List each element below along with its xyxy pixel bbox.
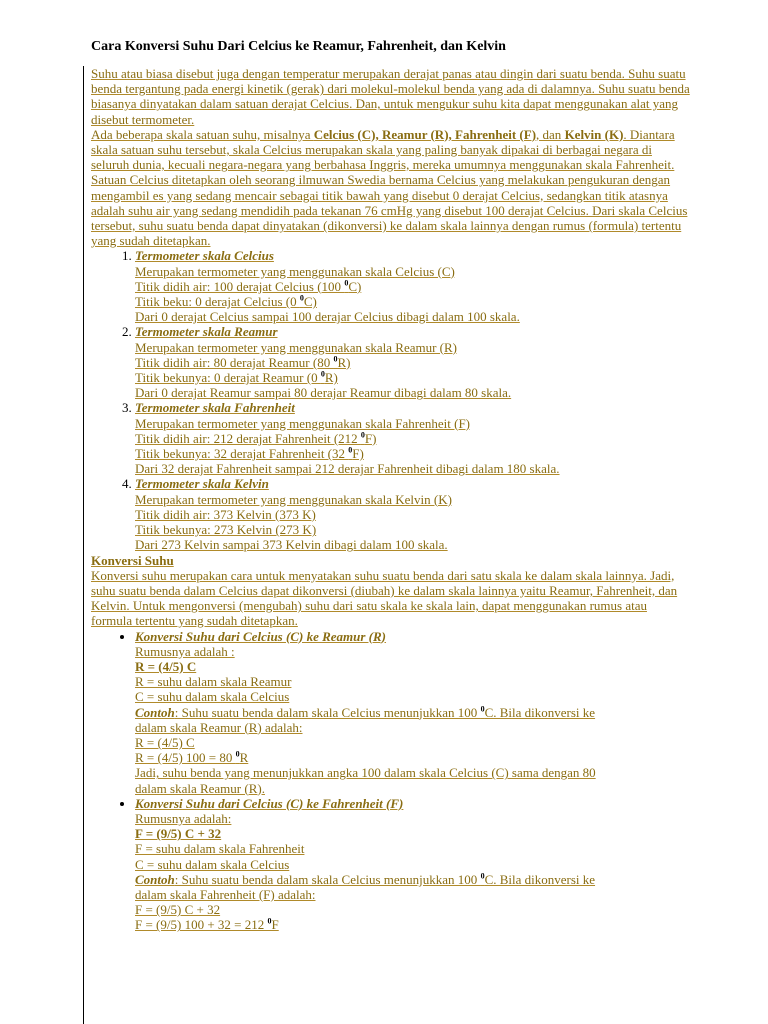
calc-text: R = (4/5) 100 = 80 bbox=[135, 750, 236, 766]
intro-paragraph-1[interactable]: Suhu atau biasa disebut juga dengan temperatur merupakan derajat panas atau dingin dari suatu benda. Suhu suatu benda tergantung pada energi kinetik (gerak) dari molekul-molekul benda yang ada di dalamnya. Suhu suatu benda biasanya dinyatakan dalam satuan derajat Celcius. Dan, untuk mengukur suhu kita dapat menggunakan alat yang disebut termometer. bbox=[91, 66, 690, 127]
degree-mark: 0 bbox=[480, 704, 485, 714]
boil-text: Titik didih air: 212 derajat Fahrenheit (212 bbox=[135, 430, 361, 446]
thermometer-desc[interactable]: Merupakan termometer yang menggunakan skala Celcius (C) bbox=[135, 263, 455, 279]
thermometer-desc[interactable]: Merupakan termometer yang menggunakan skala Fahrenheit (F) bbox=[135, 415, 470, 431]
list-item bbox=[135, 796, 691, 933]
thermometer-desc[interactable]: Merupakan termometer yang menggunakan skala Reamur (R) bbox=[135, 339, 457, 355]
document-title: Cara Konversi Suhu Dari Celcius ke Reamur, Fahrenheit, dan Kelvin bbox=[91, 39, 506, 54]
formula[interactable]: R = (4/5) C bbox=[135, 658, 197, 674]
thermometer-heading[interactable]: 3. Termometer skala Fahrenheit bbox=[135, 400, 295, 416]
conclusion-line[interactable]: dalam skala Reamur (R). bbox=[135, 780, 265, 796]
contoh-text: C. Bila dikonversi ke bbox=[484, 871, 596, 887]
freezing-point[interactable] bbox=[135, 294, 691, 309]
konversi-item-heading[interactable]: • Konversi Suhu dari Celcius (C) ke Reamur (R) bbox=[135, 628, 387, 644]
formula[interactable]: F = (9/5) C + 32 bbox=[135, 826, 222, 842]
contoh-text: C. Bila dikonversi ke bbox=[484, 704, 596, 720]
boiling-point[interactable] bbox=[135, 279, 691, 294]
calc-text: F = (9/5) 100 + 32 = 212 bbox=[135, 917, 268, 933]
thermometer-heading[interactable]: 4. Termometer skala Kelvin bbox=[135, 476, 269, 492]
calc-unit: F bbox=[271, 917, 279, 933]
p2-bold-kelvin: Kelvin (K) bbox=[564, 126, 624, 142]
freezing-point[interactable]: Titik bekunya: 273 Kelvin (273 K) bbox=[135, 522, 317, 538]
calc-step[interactable]: F = (9/5) C + 32 bbox=[135, 902, 221, 918]
contoh-label: Contoh bbox=[135, 704, 175, 720]
list-item bbox=[135, 324, 691, 400]
left-margin-rule bbox=[83, 66, 84, 1024]
intro-paragraph-2[interactable] bbox=[91, 127, 691, 173]
list-item bbox=[135, 476, 691, 552]
scale-range[interactable]: Dari 0 derajat Celcius sampai 100 derajar Celcius dibagi dalam 100 skala. bbox=[135, 309, 520, 325]
boil-text: Titik didih air: 100 derajat Celcius (100 bbox=[135, 278, 345, 294]
freeze-unit: F) bbox=[352, 446, 364, 462]
p2-text-e: . Diantara skala satuan suhu tersebut, skala Celcius merupakan skala yang paling banyak dipakai di berbagai negara di seluruh dunia, kecuali negara-negara yang berbahasa Inggris, mereka umumnya menggunakan skala Fahrenheit. bbox=[91, 126, 675, 173]
calc-step[interactable]: R = (4/5) C bbox=[135, 734, 195, 750]
thermometer-list bbox=[91, 248, 691, 552]
degree-mark: 0 bbox=[344, 278, 349, 288]
rumus-label[interactable]: Rumusnya adalah : bbox=[135, 643, 235, 659]
contoh-label: Contoh bbox=[135, 871, 175, 887]
calc-step[interactable] bbox=[135, 917, 691, 932]
boil-unit: C) bbox=[348, 278, 362, 294]
freeze-text: Titik bekunya: 32 derajat Fahrenheit (32 bbox=[135, 446, 349, 462]
document-body bbox=[91, 66, 691, 933]
definition[interactable]: R = suhu dalam skala Reamur bbox=[135, 674, 292, 690]
freezing-point[interactable] bbox=[135, 370, 691, 385]
boiling-point[interactable] bbox=[135, 431, 691, 446]
p2-text-a: Ada beberapa skala satuan suhu, misalnya bbox=[91, 126, 314, 142]
thermometer-desc[interactable]: Merupakan termometer yang menggunakan skala Kelvin (K) bbox=[135, 491, 452, 507]
degree-mark: 0 bbox=[267, 917, 272, 927]
intro-paragraph-3[interactable]: Satuan Celcius ditetapkan oleh seorang ilmuwan Swedia bernama Celcius yang melakukan pengukuran dengan mengambil es yang sedang mencair sebagai titik bawah yang disebut 0 derajat Celcius, sedangkan titik atasnya adalah suhu air yang sedang mendidih pada tekanan 76 cmHg yang disebut 100 derajat Celcius. Dari skala Celcius tersebut, suhu suatu benda dapat dinyatakan (dikonversi) ke dalam skala lainnya dengan rumus (formula) tertentu yang sudah ditetapkan. bbox=[91, 172, 688, 249]
contoh-line[interactable]: dalam skala Reamur (R) adalah: bbox=[135, 719, 303, 735]
degree-mark: 0 bbox=[360, 430, 365, 440]
konversi-item-heading[interactable]: • Konversi Suhu dari Celcius (C) ke Fahrenheit (F) bbox=[135, 795, 404, 811]
freeze-unit: R) bbox=[324, 370, 338, 386]
boiling-point[interactable] bbox=[135, 355, 691, 370]
degree-mark: 0 bbox=[348, 445, 353, 455]
calc-unit: R bbox=[239, 750, 249, 766]
boiling-point[interactable]: Titik didih air: 373 Kelvin (373 K) bbox=[135, 506, 316, 522]
list-item bbox=[135, 248, 691, 324]
definition[interactable]: C = suhu dalam skala Celcius bbox=[135, 689, 290, 705]
degree-mark: 0 bbox=[480, 871, 485, 881]
contoh-line[interactable] bbox=[135, 872, 691, 887]
degree-mark: 0 bbox=[235, 749, 240, 759]
definition[interactable]: C = suhu dalam skala Celcius bbox=[135, 856, 290, 872]
konversi-intro[interactable]: Konversi suhu merupakan cara untuk menyatakan suhu suatu benda dari satu skala ke dalam skala lainnya. Jadi, suhu suatu benda dalam Celcius dapat dikonversi (diubah) ke dalam skala lainnya yaitu Reamur, Fahrenheit, dan Kelvin. Untuk mengonversi (mengubah) suhu dari satu skala ke skala lain, dapat menggunakan rumus atau formula tertentu yang sudah ditetapkan. bbox=[91, 567, 678, 629]
boil-unit: F) bbox=[364, 430, 377, 446]
degree-mark: 0 bbox=[299, 293, 304, 303]
freeze-text: Titik bekunya: 0 derajat Reamur (0 bbox=[135, 370, 321, 386]
calc-step[interactable] bbox=[135, 750, 691, 765]
conclusion-line[interactable]: Jadi, suhu benda yang menunjukkan angka 100 dalam skala Celcius (C) sama dengan 80 bbox=[135, 765, 596, 781]
freeze-unit: C) bbox=[303, 294, 317, 310]
boil-text: Titik didih air: 80 derajat Reamur (80 bbox=[135, 354, 334, 370]
contoh-text: : Suhu suatu benda dalam skala Celcius menunjukkan 100 bbox=[174, 704, 481, 720]
scale-range[interactable]: Dari 0 derajat Reamur sampai 80 derajar Reamur dibagi dalam 80 skala. bbox=[135, 385, 512, 401]
definition[interactable]: F = suhu dalam skala Fahrenheit bbox=[135, 841, 305, 857]
scale-range[interactable]: Dari 273 Kelvin sampai 373 Kelvin dibagi dalam 100 skala. bbox=[135, 537, 448, 553]
list-item bbox=[135, 629, 691, 796]
p2-text-c: , dan bbox=[536, 126, 565, 142]
thermometer-heading[interactable]: 1. Termometer skala Celcius bbox=[135, 248, 274, 264]
rumus-label[interactable]: Rumusnya adalah: bbox=[135, 810, 232, 826]
contoh-line[interactable] bbox=[135, 705, 691, 720]
konversi-list bbox=[91, 629, 691, 933]
list-item bbox=[135, 400, 691, 476]
contoh-text: : Suhu suatu benda dalam skala Celcius menunjukkan 100 bbox=[174, 871, 481, 887]
contoh-line[interactable]: dalam skala Fahrenheit (F) adalah: bbox=[135, 886, 316, 902]
scale-range[interactable]: Dari 32 derajat Fahrenheit sampai 212 derajar Fahrenheit dibagi dalam 180 skala. bbox=[135, 461, 560, 477]
konversi-heading[interactable]: Konversi Suhu bbox=[91, 552, 174, 568]
boil-unit: R) bbox=[337, 354, 351, 370]
freezing-point[interactable] bbox=[135, 446, 691, 461]
thermometer-heading[interactable]: 2. Termometer skala Reamur bbox=[135, 324, 278, 340]
freeze-text: Titik beku: 0 derajat Celcius (0 bbox=[135, 294, 300, 310]
degree-mark: 0 bbox=[320, 369, 325, 379]
degree-mark: 0 bbox=[333, 354, 338, 364]
p2-bold-scales: Celcius (C), Reamur (R), Fahrenheit (F) bbox=[313, 126, 537, 142]
